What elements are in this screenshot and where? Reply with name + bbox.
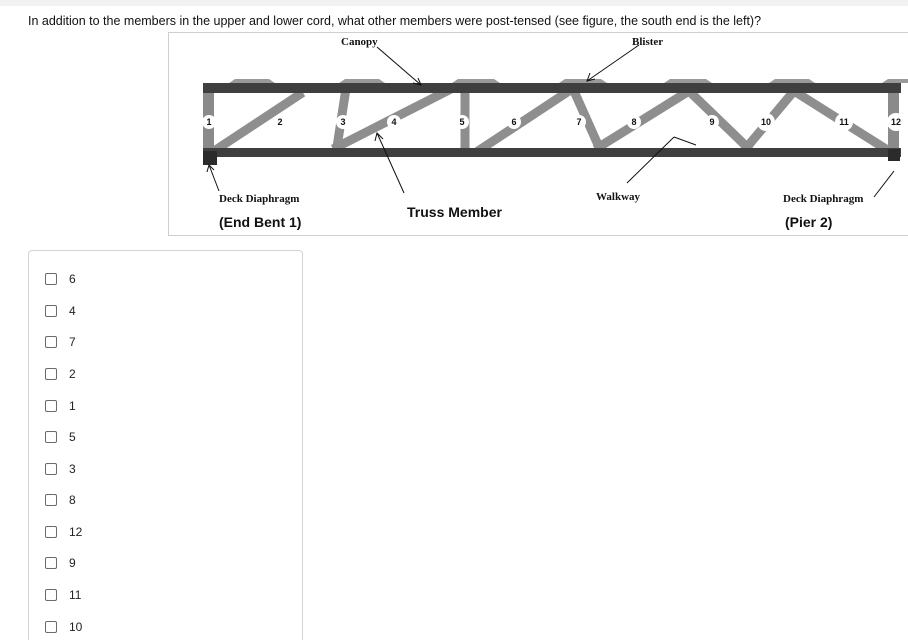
member-label-10: 10 xyxy=(760,117,772,127)
truss-member-label: Truss Member xyxy=(407,204,502,220)
checkbox[interactable] xyxy=(45,368,57,380)
option-label: 10 xyxy=(69,620,83,634)
blister-label: Blister xyxy=(632,36,664,48)
checkbox[interactable] xyxy=(45,463,57,475)
option-4[interactable] xyxy=(45,302,76,320)
option-12[interactable] xyxy=(45,523,82,541)
canopy-label: Canopy xyxy=(341,36,378,48)
option-1[interactable] xyxy=(45,397,76,415)
option-label: 2 xyxy=(69,367,76,381)
option-label: 7 xyxy=(69,335,76,349)
checkbox[interactable] xyxy=(45,305,57,317)
member-label-8: 8 xyxy=(631,117,637,127)
option-label: 3 xyxy=(69,462,76,476)
checkbox[interactable] xyxy=(45,526,57,538)
checkbox[interactable] xyxy=(45,431,57,443)
member-label-1: 1 xyxy=(206,117,212,127)
checkbox[interactable] xyxy=(45,273,57,285)
member-label-7: 7 xyxy=(576,117,582,127)
checkbox[interactable] xyxy=(45,494,57,506)
truss-diagram xyxy=(169,33,908,237)
checkbox[interactable] xyxy=(45,621,57,633)
option-label: 11 xyxy=(69,588,82,602)
option-8[interactable] xyxy=(45,491,76,509)
option-label: 4 xyxy=(69,304,76,318)
option-6[interactable] xyxy=(45,270,76,288)
member-label-4: 4 xyxy=(391,117,397,127)
option-9[interactable] xyxy=(45,554,76,572)
end-bent-label: (End Bent 1) xyxy=(219,214,302,230)
member-label-9: 9 xyxy=(709,117,715,127)
deck-diaphragm-left-label: Deck Diaphragm xyxy=(219,193,300,205)
pier-label: (Pier 2) xyxy=(785,214,833,230)
member-label-6: 6 xyxy=(511,117,517,127)
option-5[interactable] xyxy=(45,428,76,446)
walkway-label: Walkway xyxy=(596,191,641,203)
option-label: 12 xyxy=(69,525,83,539)
checkbox[interactable] xyxy=(45,589,57,601)
option-label: 9 xyxy=(69,556,76,570)
member-label-2: 2 xyxy=(277,117,283,127)
option-7[interactable] xyxy=(45,333,76,351)
option-label: 5 xyxy=(69,430,76,444)
checkbox[interactable] xyxy=(45,557,57,569)
checkbox[interactable] xyxy=(45,400,57,412)
member-label-12: 12 xyxy=(890,117,902,127)
option-2[interactable] xyxy=(45,365,76,383)
top-bar xyxy=(0,0,908,6)
member-label-11: 11 xyxy=(839,117,849,127)
truss-figure xyxy=(168,32,908,236)
option-label: 8 xyxy=(69,493,76,507)
deck-diaphragm-right-label: Deck Diaphragm xyxy=(783,193,864,205)
option-3[interactable] xyxy=(45,460,76,478)
member-label-5: 5 xyxy=(459,117,465,127)
option-11[interactable] xyxy=(45,586,81,604)
option-label: 6 xyxy=(69,272,76,286)
answer-options-panel xyxy=(28,250,303,640)
question-text: In addition to the members in the upper and lower cord, what other members were post-tensed (see figure, the south end is the left)? xyxy=(28,14,762,28)
option-label: 1 xyxy=(69,399,76,413)
option-10[interactable] xyxy=(45,618,82,636)
member-label-3: 3 xyxy=(340,117,346,127)
checkbox[interactable] xyxy=(45,336,57,348)
